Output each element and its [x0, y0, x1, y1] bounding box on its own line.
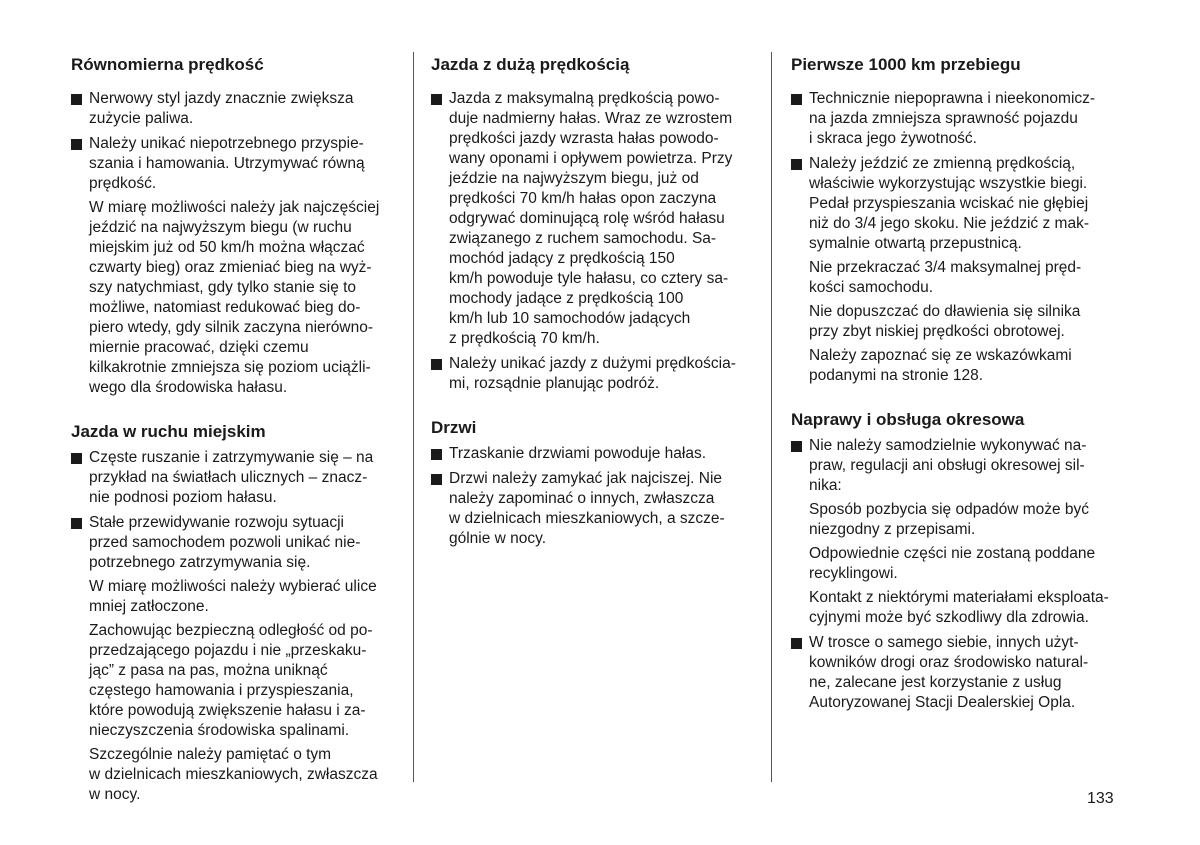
text-line: Odpowiednie części nie zostaną poddane: [809, 545, 1096, 562]
text-line: Autoryzowanej Stacji Dealerskiej Opla.: [809, 694, 1076, 711]
paragraph: [791, 302, 1119, 342]
text-line: w dzielnicach mieszkaniowych, a szcze-: [449, 510, 725, 527]
column-divider: [413, 52, 414, 782]
bullet-item: [791, 436, 1119, 496]
paragraph: [71, 621, 399, 741]
text-line: przedzającego pojazdu i nie „przeskaku-: [89, 642, 367, 659]
text-line: w dzielnicach mieszkaniowych, zwłaszcza: [89, 766, 378, 783]
square-bullet-icon: [431, 94, 442, 105]
text-line: Należy unikać jazdy z dużymi prędkościa-: [449, 355, 736, 372]
text-line: Nie dopuszczać do dławienia się silnika: [809, 303, 1081, 320]
section-heading: Drzwi: [431, 418, 477, 437]
text-line: podanymi na stronie 128.: [809, 367, 984, 384]
text-line: Zachowując bezpieczną odległość od po-: [89, 622, 373, 639]
paragraph: [71, 198, 399, 398]
text-line: Sposób pozbycia się odpadów może być: [809, 501, 1090, 518]
text-line: ne, zalecane jest korzystanie z usług: [809, 674, 1062, 691]
text-line: jeździć na najwyższym biegu (w ruchu: [89, 219, 352, 236]
text-line: cyjnymi może być szkodliwy dla zdrowia.: [809, 609, 1089, 626]
text-line: W trosce o samego siebie, innych użyt-: [809, 634, 1079, 651]
section-heading: Pierwsze 1000 km przebiegu: [791, 55, 1021, 74]
text-line: prędkości 70 km/h hałas opon zaczyna: [449, 190, 717, 207]
text-line: które powodują zwiększenie hałasu i za-: [89, 702, 366, 719]
text-line: i skraca jego żywotność.: [809, 130, 977, 147]
text-line: Nie należy samodzielnie wykonywać na-: [809, 437, 1087, 454]
text-line: z prędkością 70 km/h.: [449, 330, 600, 347]
bullet-item: [791, 89, 1119, 149]
text-line: jąc” z pasa na pas, można uniknąć: [89, 662, 328, 679]
text-line: mochody jadące z prędkością 100: [449, 290, 684, 307]
text-line: niż do 3/4 jego skoku. Nie jeździć z mak-: [809, 215, 1089, 232]
text-line: mochód jadący z prędkością 150: [449, 250, 675, 267]
text-line: Drzwi należy zamykać jak najciszej. Nie: [449, 470, 723, 487]
text-line: na jazda zmniejsza sprawność pojazdu: [809, 110, 1078, 127]
column-3: [791, 52, 1119, 713]
text-line: jeździe na najwyższym biegu, już od: [449, 170, 699, 187]
text-line: prędkość.: [89, 175, 157, 192]
section-heading: Jazda w ruchu miejskim: [71, 422, 266, 441]
bullet-item: [71, 448, 399, 508]
bullet-item: [791, 154, 1119, 254]
text-line: przy zbyt niskiej prędkości obrotowej.: [809, 323, 1065, 340]
text-line: Szczególnie należy pamiętać o tym: [89, 746, 332, 763]
text-line: symalnie otwartą przepustnicą.: [809, 235, 1022, 252]
section-heading: Naprawy i obsługa okresowa: [791, 410, 1025, 429]
text-line: częstego hamowania i przyspieszania,: [89, 682, 354, 699]
text-line: Kontakt z niektórymi materiałami eksploata-: [809, 589, 1109, 606]
bullet-item: [791, 633, 1119, 713]
paragraph: [791, 588, 1119, 628]
text-line: km/h lub 10 samochodów jadących: [449, 310, 691, 327]
text-line: Pedał przyspieszania wciskać nie głębiej: [809, 195, 1089, 212]
square-bullet-icon: [791, 159, 802, 170]
square-bullet-icon: [71, 94, 82, 105]
bullet-item: [431, 444, 759, 464]
square-bullet-icon: [71, 453, 82, 464]
column-1: [71, 52, 399, 805]
bullet-item: [71, 513, 399, 573]
text-line: piero wtedy, gdy silnik zaczyna nierówno-: [89, 319, 374, 336]
column-2: [431, 52, 759, 549]
text-line: szy natychmiast, gdy tylko stanie się to: [89, 279, 357, 296]
text-line: odgrywać dominującą rolę wśród hałasu: [449, 210, 725, 227]
text-line: gólnie w nocy.: [449, 530, 547, 547]
paragraph: [791, 258, 1119, 298]
text-line: praw, regulacji ani obsługi okresowej sil-: [809, 457, 1085, 474]
text-line: recyklingowi.: [809, 565, 898, 582]
square-bullet-icon: [431, 359, 442, 370]
text-line: zużycie paliwa.: [89, 110, 194, 127]
text-line: W miarę możliwości należy wybierać ulice: [89, 578, 377, 595]
square-bullet-icon: [791, 638, 802, 649]
text-line: Jazda z maksymalną prędkością powo-: [449, 90, 720, 107]
bullet-item: [431, 354, 759, 394]
text-line: potrzebnego zatrzymywania się.: [89, 554, 311, 571]
text-line: nie podnosi poziom hałasu.: [89, 489, 277, 506]
column-divider: [771, 52, 772, 782]
text-line: Nerwowy styl jazdy znacznie zwiększa: [89, 90, 354, 107]
bullet-item: [431, 469, 759, 549]
text-line: mi, rozsądnie planując podróż.: [449, 375, 660, 392]
text-line: Trzaskanie drzwiami powoduje hałas.: [449, 445, 707, 462]
text-line: wego dla środowiska hałasu.: [89, 379, 288, 396]
page-number: 133: [1087, 790, 1114, 807]
paragraph: [791, 346, 1119, 386]
text-line: Należy unikać niepotrzebnego przyspie-: [89, 135, 364, 152]
text-line: Częste ruszanie i zatrzymywanie się – na: [89, 449, 374, 466]
bullet-item: [431, 89, 759, 349]
text-line: miernie pracować, dzięki czemu: [89, 339, 309, 356]
text-line: właściwie wykorzystując wszystkie biegi.: [809, 175, 1088, 192]
text-line: nika:: [809, 477, 842, 494]
text-line: w nocy.: [89, 786, 141, 803]
text-line: wany oponami i opływem powietrza. Przy: [449, 150, 733, 167]
square-bullet-icon: [71, 518, 82, 529]
text-line: prędkości jazdy wzrasta hałas powodo-: [449, 130, 719, 147]
text-line: kości samochodu.: [809, 279, 934, 296]
text-line: Należy jeździć ze zmienną prędkością,: [809, 155, 1076, 172]
text-line: należy zapominać o innych, zwłaszcza: [449, 490, 715, 507]
paragraph: [791, 544, 1119, 584]
text-line: kowników drogi oraz środowisko natural-: [809, 654, 1089, 671]
text-line: przed samochodem pozwoli unikać nie-: [89, 534, 361, 551]
text-line: kilkakrotnie zmniejsza się poziom uciążli-: [89, 359, 371, 376]
text-line: mniej zatłoczone.: [89, 598, 209, 615]
paragraph: [791, 500, 1119, 540]
text-line: czwarty bieg) oraz zmieniać bieg na wyż-: [89, 259, 372, 276]
text-line: szania i hamowania. Utrzymywać równą: [89, 155, 365, 172]
section-heading: Równomierna prędkość: [71, 55, 264, 74]
bullet-item: [71, 134, 399, 194]
text-line: związanego z ruchem samochodu. Sa-: [449, 230, 717, 247]
section-heading: Jazda z dużą prędkością: [431, 55, 630, 74]
square-bullet-icon: [791, 94, 802, 105]
text-line: duje nadmierny hałas. Wraz ze wzrostem: [449, 110, 733, 127]
square-bullet-icon: [791, 441, 802, 452]
text-line: W miarę możliwości należy jak najczęściej: [89, 199, 380, 216]
bullet-item: [71, 89, 399, 129]
text-line: nieczyszczenia środowiska spalinami.: [89, 722, 350, 739]
square-bullet-icon: [431, 474, 442, 485]
text-line: Technicznie niepoprawna i nieekonomicz-: [809, 90, 1096, 107]
paragraph: [71, 577, 399, 617]
text-line: Nie przekraczać 3/4 maksymalnej pręd-: [809, 259, 1082, 276]
text-line: możliwe, natomiast redukować bieg do-: [89, 299, 361, 316]
text-line: niezgodny z przepisami.: [809, 521, 976, 538]
text-line: Stałe przewidywanie rozwoju sytuacji: [89, 514, 345, 531]
paragraph: [71, 745, 399, 805]
square-bullet-icon: [431, 449, 442, 460]
text-line: miejskim już od 50 km/h można włączać: [89, 239, 365, 256]
text-line: przykład na światłach ulicznych – znacz-: [89, 469, 368, 486]
text-line: km/h powoduje tyle hałasu, co cztery sa-: [449, 270, 729, 287]
text-line: Należy zapoznać się ze wskazówkami: [809, 347, 1072, 364]
square-bullet-icon: [71, 139, 82, 150]
